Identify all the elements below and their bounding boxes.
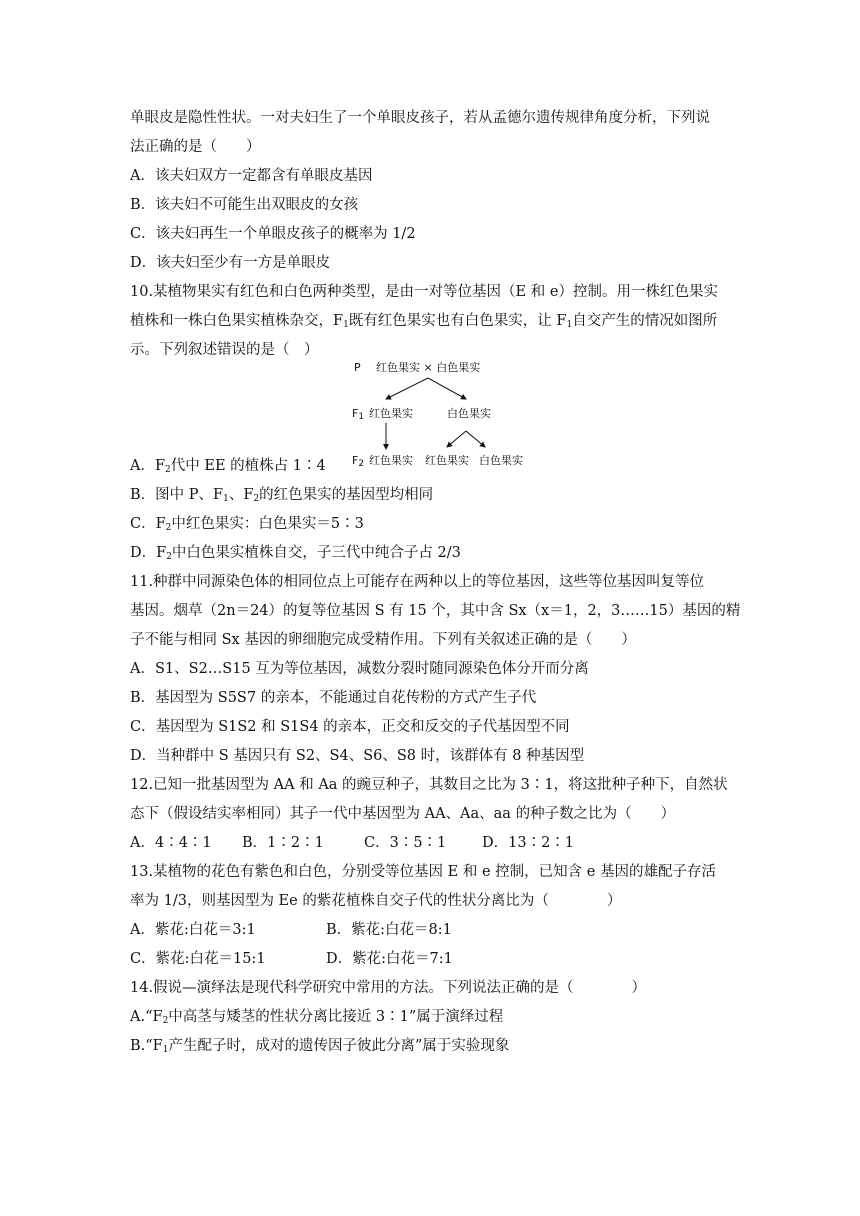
q9-stem-line: 法正确的是（ ） — [130, 139, 261, 155]
q13-stem-line: 13.某植物的花色有紫色和白色，分别受等位基因 E 和 e 控制，已知含 e 基因的雄配子存活 — [130, 864, 716, 880]
q12-stem-line: 态下（假设结实率相同）其子一代中基因型为 AA、Aa、aa 的种子数之比为（ ） — [130, 806, 676, 822]
q14-option-a: $A.“F_2$中高茎与矮茎的性状分离比接近 3∶1”属于演绎过程 — [130, 1009, 504, 1026]
q12-option-b: B．1∶2∶1 — [242, 835, 324, 851]
q11-option-b: B．基因型为 S5S7 的亲本，不能通过自花传粉的方式产生子代 — [130, 690, 537, 706]
question-text — [130, 104, 741, 1061]
q9-option-c: C．该夫妇再生一个单眼皮孩子的概率为 1/2 — [130, 226, 416, 242]
q12-options-row — [130, 829, 735, 858]
arrow-icon — [466, 431, 485, 447]
q11-stem-line: 子不能与相同 Sx 基因的卵细胞完成受精作用。下列有关叙述正确的是（ ） — [130, 632, 636, 648]
f1-white: 白色果实 — [447, 407, 491, 420]
q10-option-b: B．图中 P、$F_1$、$F_2$的红色果实的基因型均相同 — [130, 487, 434, 504]
q13-stem-line: 率为 1/3，则基因型为 Ee 的紫花植株自交子代的性状分离比为（ ） — [130, 893, 622, 909]
q14-option-b: $B.“F_1$产生配子时，成对的遗传因子彼此分离”属于实验现象 — [130, 1038, 510, 1055]
q9-option-a: A．该夫妇双方一定都含有单眼皮基因 — [130, 168, 373, 184]
q9-option-d: D．该夫妇至少有一方是单眼皮 — [130, 255, 331, 271]
q9-option-b: B．该夫妇不可能生出双眼皮的女孩 — [130, 197, 359, 213]
q11-option-a: A．S1、S2…S15 互为等位基因，减数分裂时随同源染色体分开而分离 — [130, 661, 589, 677]
q14-stem-line: 14.假说—演绎法是现代科学研究中常用的方法。下列说法正确的是（ ） — [130, 980, 647, 996]
q12-option-c: C．3∶5∶1 — [364, 835, 447, 851]
q13-options-row — [130, 916, 735, 945]
arrow-icon — [447, 431, 466, 447]
p-label: P — [354, 361, 361, 374]
q12-option-a: A．4∶4∶1 — [130, 835, 212, 851]
cross-diagram — [348, 357, 538, 475]
q10-option-a: A．$F_2$代中 EE 的植株占 1∶4 — [130, 458, 326, 475]
f2-red-1: 红色果实 — [369, 454, 413, 467]
q13-option-b: B．紫花:白花＝8:1 — [326, 922, 452, 938]
f2-white: 白色果实 — [479, 454, 523, 467]
p-cross: 红色果实 × 白色果实 — [376, 361, 481, 374]
q10-stem-line: 示。下列叙述错误的是（ ） — [130, 342, 319, 358]
q13-option-c: C．紫花:白花＝15:1 — [130, 951, 266, 967]
q12-option-d: D．13∶2∶1 — [482, 835, 575, 851]
q12-stem-line: 12.已知一批基因型为 AA 和 Aa 的豌豆种子，其数目之比为 3∶1，将这批种子种下，自然状 — [130, 777, 728, 793]
q13-option-d: D．紫花:白花＝7:1 — [326, 951, 453, 967]
q10-option-d: D．$F_2$中白色果实植株自交，子三代中纯合子占 2/3 — [130, 545, 461, 562]
f2-label: $F_2$ — [352, 454, 365, 469]
f1-label: $F_1$ — [352, 407, 365, 422]
q10-stem-line: 植株和一株白色果实植株杂交，$F_1$既有红色果实也有白色果实，让 $F_1$自交产生的情况如图所 — [130, 313, 718, 330]
q11-option-d: D．当种群中 S 基因只有 S2、S4、S6、S8 时，该群体有 8 种基因型 — [130, 748, 585, 764]
f1-red: 红色果实 — [369, 407, 413, 420]
arrow-icon — [386, 378, 428, 399]
f2-red-2: 红色果实 — [425, 454, 469, 467]
q10-stem-line: 10.某植物果实有红色和白色两种类型，是由一对等位基因（E 和 e）控制。用一株红色果实 — [130, 284, 718, 300]
arrow-icon — [428, 378, 466, 399]
q11-option-c: C．基因型为 S1S2 和 S1S4 的亲本，正交和反交的子代基因型不同 — [130, 719, 570, 735]
q11-stem-line: 基因。烟草（2n＝24）的复等位基因 S 有 15 个，其中含 Sx（x＝1，2，3……15）基因的精 — [130, 603, 741, 619]
q11-stem-line: 11.种群中同源染色体的相同位点上可能存在两种以上的等位基因，这些等位基因叫复等位 — [130, 574, 705, 590]
q9-stem-line: 单眼皮是隐性性状。一对夫妇生了一个单眼皮孩子，若从孟德尔遗传规律角度分析，下列说 — [130, 110, 710, 126]
q10-option-c: C．$F_2$中红色果实：白色果实＝5∶3 — [130, 516, 364, 533]
q13-option-a: A．紫花:白花＝3:1 — [130, 922, 256, 938]
q13-options-row — [130, 945, 735, 974]
